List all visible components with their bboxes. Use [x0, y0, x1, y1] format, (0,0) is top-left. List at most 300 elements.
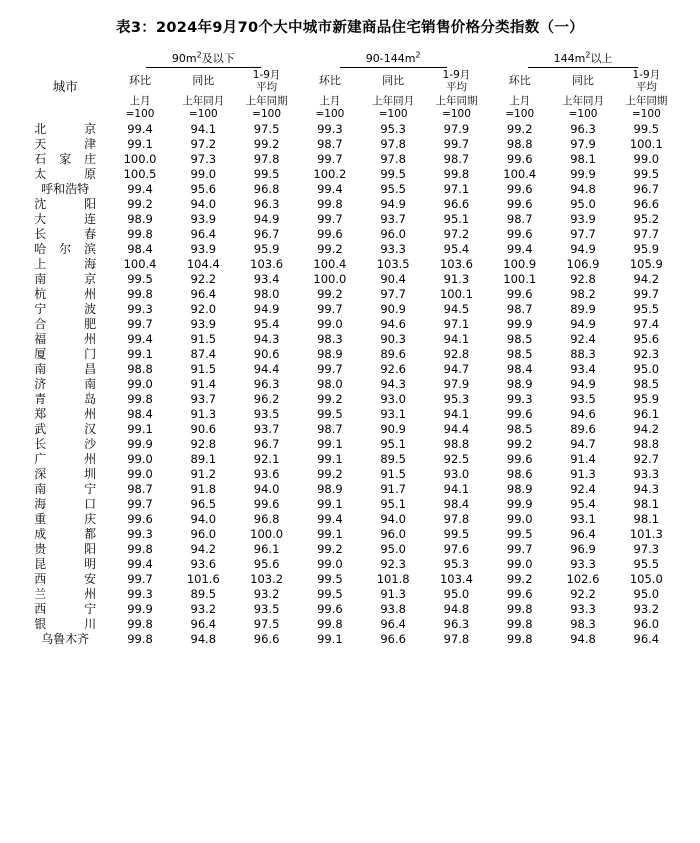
city-name: 西安 [34, 572, 97, 587]
city-name-cell [22, 227, 108, 242]
city-name: 贵阳 [34, 542, 97, 557]
index-value-cell: 94.3 [380, 377, 406, 392]
index-value-cell: 98.9 [127, 212, 153, 227]
table-row [22, 302, 678, 317]
city-name: 福州 [34, 332, 97, 347]
index-value-cell: 93.8 [380, 602, 406, 617]
index-value-cell: 94.5 [443, 302, 470, 317]
index-value-cell: 99.3 [127, 302, 153, 317]
index-value-cell: 94.7 [570, 437, 596, 452]
index-value-cell: 92.4 [570, 482, 596, 497]
subheader-g0-tongbi: 同比 [192, 74, 215, 88]
index-value-cell: 96.3 [443, 617, 470, 632]
index-value-cell: 95.0 [633, 362, 660, 377]
index-value-cell: 88.3 [570, 347, 596, 362]
base-g2-lastyearperiod [615, 94, 678, 122]
index-value-cell: 99.7 [317, 362, 343, 377]
subheader-g2-avg-line2: 平均 [635, 81, 657, 94]
group-header-2 [488, 52, 678, 68]
index-value-cell: 93.3 [633, 467, 660, 482]
subheader-g0-avg-line2: 平均 [256, 81, 278, 94]
table-row [22, 272, 678, 287]
index-value-cell: 94.3 [253, 332, 280, 347]
base-g2-lastmonth-line2: =100 [505, 108, 535, 121]
index-value-cell: 98.5 [506, 332, 533, 347]
index-value-cell: 93.6 [190, 557, 217, 572]
index-value-cell: 93.4 [570, 362, 596, 377]
index-value-cell: 94.9 [253, 212, 280, 227]
base-g1-lastyearmonth-line2: =100 [378, 108, 408, 121]
index-value-cell: 97.6 [443, 542, 470, 557]
index-value-cell: 99.5 [127, 272, 153, 287]
index-value-cell: 91.3 [380, 587, 406, 602]
index-value-cell: 95.9 [633, 392, 660, 407]
city-name: 哈尔滨 [34, 242, 97, 257]
index-value-cell: 98.8 [633, 437, 660, 452]
index-value-cell: 99.7 [127, 317, 153, 332]
index-value-cell: 100.4 [313, 257, 347, 272]
index-value-cell: 99.8 [506, 602, 533, 617]
city-name: 深圳 [34, 467, 97, 482]
index-value-cell: 93.3 [570, 602, 596, 617]
index-value-cell: 94.1 [443, 482, 470, 497]
index-value-cell: 91.7 [380, 482, 406, 497]
index-value-cell: 92.8 [190, 437, 217, 452]
index-value-cell: 99.4 [127, 332, 153, 347]
index-value-cell: 99.0 [127, 377, 153, 392]
index-value-cell: 99.0 [190, 167, 217, 182]
index-value-cell: 90.6 [190, 422, 217, 437]
index-value-cell: 94.7 [443, 362, 470, 377]
base-g1-lastyearmonth-line1: 上年同月 [372, 94, 415, 107]
city-name-cell [22, 347, 108, 362]
index-value-cell: 99.8 [127, 287, 153, 302]
index-value-cell: 94.0 [190, 197, 217, 212]
index-value-cell: 93.6 [253, 467, 280, 482]
base-g0-lastyearmonth [172, 94, 235, 122]
index-value-cell: 95.1 [443, 212, 470, 227]
city-name: 大连 [34, 212, 97, 227]
index-value-cell: 99.5 [253, 167, 280, 182]
index-value-cell: 99.0 [317, 317, 343, 332]
index-value-cell: 98.5 [506, 422, 533, 437]
city-name: 南昌 [34, 362, 97, 377]
index-value-cell: 98.7 [317, 422, 343, 437]
index-value-cell: 99.2 [317, 467, 343, 482]
index-value-cell: 91.3 [443, 272, 470, 287]
city-name-cell [22, 437, 108, 452]
index-value-cell: 94.6 [380, 317, 406, 332]
index-value-cell: 99.7 [317, 152, 343, 167]
table-row [22, 137, 678, 152]
city-name-cell [22, 377, 108, 392]
index-value-cell: 96.0 [380, 227, 406, 242]
group-header-0 [108, 52, 298, 68]
base-g0-lastyearperiod-line2: =100 [252, 108, 282, 121]
index-value-cell: 89.9 [570, 302, 596, 317]
table-container [0, 52, 700, 647]
city-name-cell [22, 497, 108, 512]
city-name-cell [22, 302, 108, 317]
index-value-cell: 96.3 [570, 122, 596, 137]
city-name: 济南 [34, 377, 97, 392]
table-row [22, 602, 678, 617]
city-name-cell [22, 452, 108, 467]
city-name-cell [22, 467, 108, 482]
index-value-cell: 99.2 [127, 197, 153, 212]
index-value-cell: 95.4 [253, 317, 280, 332]
index-value-cell: 90.3 [380, 332, 406, 347]
index-value-cell: 99.8 [506, 617, 533, 632]
index-value-cell: 96.3 [253, 197, 280, 212]
base-g1-lastyearperiod-line2: =100 [442, 108, 471, 121]
index-value-cell: 99.5 [317, 587, 343, 602]
subheader-g2-huanbi: 环比 [508, 74, 531, 88]
index-value-cell: 99.5 [506, 527, 533, 542]
table-row [22, 452, 678, 467]
index-value-cell: 99.8 [317, 617, 343, 632]
index-value-cell: 99.2 [317, 542, 343, 557]
index-value-cell: 95.0 [633, 587, 660, 602]
index-value-cell: 99.2 [253, 137, 280, 152]
index-value-cell: 96.9 [570, 542, 596, 557]
subheader-g1-tongbi: 同比 [382, 74, 405, 88]
base-g1-lastyearmonth [362, 94, 425, 122]
index-value-cell: 94.9 [570, 317, 596, 332]
index-value-cell: 99.9 [506, 317, 533, 332]
table-row [22, 572, 678, 587]
city-name-cell [22, 587, 108, 602]
index-value-cell: 91.3 [190, 407, 217, 422]
index-value-cell: 95.4 [443, 242, 470, 257]
city-name-cell [22, 512, 108, 527]
index-value-cell: 94.8 [570, 632, 596, 647]
table-row [22, 317, 678, 332]
city-name: 厦门 [34, 347, 97, 362]
index-value-cell: 94.0 [380, 512, 406, 527]
index-value-cell: 96.4 [190, 617, 217, 632]
index-value-cell: 98.1 [633, 497, 660, 512]
city-name: 郑州 [34, 407, 97, 422]
table-row [22, 422, 678, 437]
index-value-cell: 95.5 [380, 182, 406, 197]
city-name: 天津 [34, 137, 97, 152]
index-value-cell: 96.7 [253, 437, 280, 452]
table-row [22, 467, 678, 482]
index-value-cell: 89.5 [380, 452, 406, 467]
index-value-cell: 93.9 [570, 212, 596, 227]
index-value-cell: 100.0 [250, 527, 284, 542]
index-value-cell: 98.4 [127, 407, 153, 422]
index-value-cell: 99.9 [570, 167, 596, 182]
index-value-cell: 95.2 [633, 212, 660, 227]
index-value-cell: 97.1 [443, 182, 470, 197]
index-value-cell: 99.6 [506, 197, 533, 212]
base-g1-lastyearperiod [425, 94, 488, 122]
index-value-cell: 99.9 [127, 602, 153, 617]
index-value-cell: 104.4 [186, 257, 220, 272]
index-value-cell: 96.4 [633, 632, 660, 647]
base-g0-lastyearperiod-line1: 上年同期 [245, 94, 288, 107]
city-name: 北京 [34, 122, 97, 137]
index-value-cell: 105.0 [629, 572, 663, 587]
table-row [22, 227, 678, 242]
index-value-cell: 90.9 [380, 302, 406, 317]
city-name: 石家庄 [34, 152, 97, 167]
city-name: 银川 [34, 617, 97, 632]
index-value-cell: 99.1 [317, 452, 343, 467]
index-value-cell: 99.8 [127, 632, 153, 647]
city-name-cell [22, 602, 108, 617]
index-value-cell: 98.4 [443, 497, 470, 512]
index-value-cell: 98.9 [317, 347, 343, 362]
index-value-cell: 93.2 [633, 602, 660, 617]
index-value-cell: 99.8 [127, 617, 153, 632]
index-value-cell: 99.4 [317, 512, 343, 527]
index-value-cell: 94.9 [253, 302, 280, 317]
index-value-cell: 99.7 [127, 497, 153, 512]
index-value-cell: 98.5 [633, 377, 660, 392]
index-value-cell: 93.4 [253, 272, 280, 287]
index-value-cell: 96.4 [570, 527, 596, 542]
index-value-cell: 97.3 [190, 152, 217, 167]
base-g2-lastyearperiod-line2: =100 [631, 108, 661, 121]
index-value-cell: 99.0 [506, 512, 533, 527]
group-0-label-post: 及以下 [201, 52, 235, 66]
index-value-cell: 99.4 [127, 122, 153, 137]
index-value-cell: 98.9 [506, 482, 533, 497]
index-value-cell: 99.6 [317, 227, 343, 242]
table-row [22, 482, 678, 497]
index-value-cell: 96.3 [253, 377, 280, 392]
city-name-cell [22, 362, 108, 377]
index-value-cell: 96.6 [380, 632, 406, 647]
city-name-cell [22, 392, 108, 407]
index-value-cell: 94.8 [443, 602, 470, 617]
group-2-label-sup: 2 [585, 50, 591, 60]
base-g0-lastmonth-line1: 上月 [129, 94, 151, 107]
index-value-cell: 91.4 [190, 377, 217, 392]
index-value-cell: 89.6 [380, 347, 406, 362]
index-value-cell: 92.7 [633, 452, 660, 467]
index-value-cell: 103.6 [439, 257, 473, 272]
index-value-cell: 92.5 [443, 452, 470, 467]
index-value-cell: 99.7 [317, 302, 343, 317]
index-value-cell: 97.8 [443, 632, 470, 647]
index-value-cell: 91.3 [570, 467, 596, 482]
base-g0-lastyearmonth-line2: =100 [188, 108, 218, 121]
index-value-cell: 99.5 [633, 122, 660, 137]
index-value-cell: 100.4 [503, 167, 537, 182]
index-value-cell: 98.7 [127, 482, 153, 497]
index-value-cell: 98.8 [127, 362, 153, 377]
index-value-cell: 100.2 [313, 167, 347, 182]
index-value-cell: 98.7 [506, 302, 533, 317]
index-value-cell: 96.0 [633, 617, 660, 632]
index-value-cell: 96.1 [633, 407, 660, 422]
index-value-cell: 96.4 [380, 617, 406, 632]
base-g0-lastmonth [108, 94, 171, 122]
index-value-cell: 96.1 [253, 542, 280, 557]
table-row [22, 242, 678, 257]
index-value-cell: 94.9 [570, 242, 596, 257]
table-row [22, 632, 678, 647]
base-g1-lastyearperiod-line1: 上年同期 [435, 94, 478, 107]
index-value-cell: 94.9 [380, 197, 406, 212]
index-value-cell: 99.3 [127, 527, 153, 542]
index-value-cell: 98.2 [570, 287, 596, 302]
index-value-cell: 97.9 [443, 122, 470, 137]
index-value-cell: 92.2 [570, 587, 596, 602]
index-value-cell: 97.1 [443, 317, 470, 332]
table-body [22, 122, 678, 647]
city-name: 太原 [34, 167, 97, 182]
base-g2-lastmonth-line1: 上月 [509, 94, 531, 107]
subheader-g2-avg-line1: 1-9月 [632, 68, 661, 81]
index-value-cell: 95.3 [443, 557, 470, 572]
index-value-cell: 99.8 [506, 632, 533, 647]
city-name: 南京 [34, 272, 97, 287]
index-value-cell: 101.8 [376, 572, 410, 587]
index-value-cell: 93.5 [570, 392, 596, 407]
index-value-cell: 99.2 [317, 287, 343, 302]
index-value-cell: 99.0 [633, 152, 660, 167]
index-value-cell: 99.1 [317, 527, 343, 542]
index-value-cell: 99.7 [633, 287, 660, 302]
table-row [22, 377, 678, 392]
subheader-g2-tongbi: 同比 [572, 74, 595, 88]
index-value-cell: 96.6 [633, 197, 660, 212]
index-value-cell: 94.0 [253, 482, 280, 497]
index-value-cell: 98.9 [506, 377, 533, 392]
index-value-cell: 99.4 [506, 242, 533, 257]
index-value-cell: 93.3 [380, 242, 406, 257]
index-value-cell: 95.1 [380, 437, 406, 452]
index-value-cell: 99.4 [127, 182, 153, 197]
index-value-cell: 93.0 [380, 392, 406, 407]
index-value-cell: 103.5 [376, 257, 410, 272]
index-value-cell: 93.9 [190, 317, 217, 332]
index-value-cell: 95.0 [570, 197, 596, 212]
index-value-cell: 99.1 [317, 497, 343, 512]
index-value-cell: 93.1 [380, 407, 406, 422]
index-value-cell: 94.4 [443, 422, 470, 437]
index-value-cell: 98.8 [506, 137, 533, 152]
index-value-cell: 93.7 [253, 422, 280, 437]
index-value-cell: 99.1 [317, 632, 343, 647]
base-g0-lastyearmonth-line1: 上年同月 [182, 94, 225, 107]
index-value-cell: 99.6 [127, 512, 153, 527]
index-value-cell: 95.9 [633, 242, 660, 257]
index-value-cell: 96.2 [253, 392, 280, 407]
city-name: 兰州 [34, 587, 97, 602]
index-value-cell: 98.1 [570, 152, 596, 167]
index-value-cell: 99.9 [127, 437, 153, 452]
index-value-cell: 100.9 [503, 257, 537, 272]
city-name: 武汉 [34, 422, 97, 437]
index-value-cell: 99.3 [127, 587, 153, 602]
index-value-cell: 99.1 [127, 347, 153, 362]
index-value-cell: 99.6 [317, 602, 343, 617]
table-row [22, 287, 678, 302]
index-value-cell: 91.5 [380, 467, 406, 482]
index-value-cell: 99.6 [506, 587, 533, 602]
index-value-cell: 97.7 [380, 287, 406, 302]
index-value-cell: 99.8 [127, 227, 153, 242]
index-value-cell: 93.1 [570, 512, 596, 527]
index-value-cell: 93.0 [443, 467, 470, 482]
city-name: 宁波 [34, 302, 97, 317]
index-value-cell: 99.5 [317, 572, 343, 587]
base-g0-lastmonth-line2: =100 [125, 108, 155, 121]
index-value-cell: 99.8 [127, 542, 153, 557]
city-name-cell [22, 407, 108, 422]
city-name: 西宁 [34, 602, 97, 617]
table-row [22, 512, 678, 527]
index-value-cell: 96.0 [380, 527, 406, 542]
index-value-cell: 97.8 [380, 137, 406, 152]
subheader-g0-avg-line1: 1-9月 [252, 68, 281, 81]
index-value-cell: 89.5 [190, 587, 217, 602]
index-value-cell: 95.1 [380, 497, 406, 512]
table-row [22, 617, 678, 632]
index-value-cell: 94.2 [190, 542, 217, 557]
index-value-cell: 96.4 [190, 227, 217, 242]
index-value-cell: 98.4 [127, 242, 153, 257]
index-value-cell: 92.1 [253, 452, 280, 467]
group-1-label-sup: 2 [415, 50, 421, 60]
index-value-cell: 99.2 [317, 242, 343, 257]
header-sub-row [22, 68, 678, 94]
city-name: 合肥 [34, 317, 97, 332]
index-value-cell: 95.4 [570, 497, 596, 512]
table-row [22, 212, 678, 227]
index-value-cell: 96.7 [633, 182, 660, 197]
index-value-cell: 100.0 [123, 152, 157, 167]
base-g2-lastyearmonth-line2: =100 [568, 108, 598, 121]
index-value-cell: 92.2 [190, 272, 217, 287]
table-row [22, 437, 678, 452]
index-value-cell: 89.1 [190, 452, 217, 467]
header-group-row [22, 52, 678, 68]
index-value-cell: 96.5 [190, 497, 217, 512]
index-value-cell: 98.6 [506, 467, 533, 482]
city-name-cell [22, 257, 108, 272]
index-value-cell: 97.4 [633, 317, 660, 332]
index-value-cell: 99.6 [506, 452, 533, 467]
base-g1-lastmonth [298, 94, 361, 122]
base-g2-lastmonth [488, 94, 551, 122]
index-value-cell: 99.5 [633, 167, 660, 182]
index-value-cell: 94.8 [190, 632, 217, 647]
index-value-cell: 96.8 [253, 512, 280, 527]
index-value-cell: 98.5 [506, 347, 533, 362]
index-value-cell: 99.6 [506, 152, 533, 167]
table-row [22, 557, 678, 572]
index-value-cell: 94.8 [570, 182, 596, 197]
subheader-g1-avg-line2: 平均 [445, 81, 467, 94]
index-value-cell: 93.9 [190, 242, 217, 257]
index-value-cell: 94.2 [633, 272, 660, 287]
city-name: 重庆 [34, 512, 97, 527]
subheader-g1-avg [425, 68, 488, 94]
index-value-cell: 94.1 [443, 332, 470, 347]
index-value-cell: 92.0 [190, 302, 217, 317]
index-value-cell: 98.8 [443, 437, 470, 452]
index-value-cell: 99.5 [380, 167, 406, 182]
city-name-cell [22, 557, 108, 572]
group-2-label-post: 以上 [590, 52, 613, 66]
